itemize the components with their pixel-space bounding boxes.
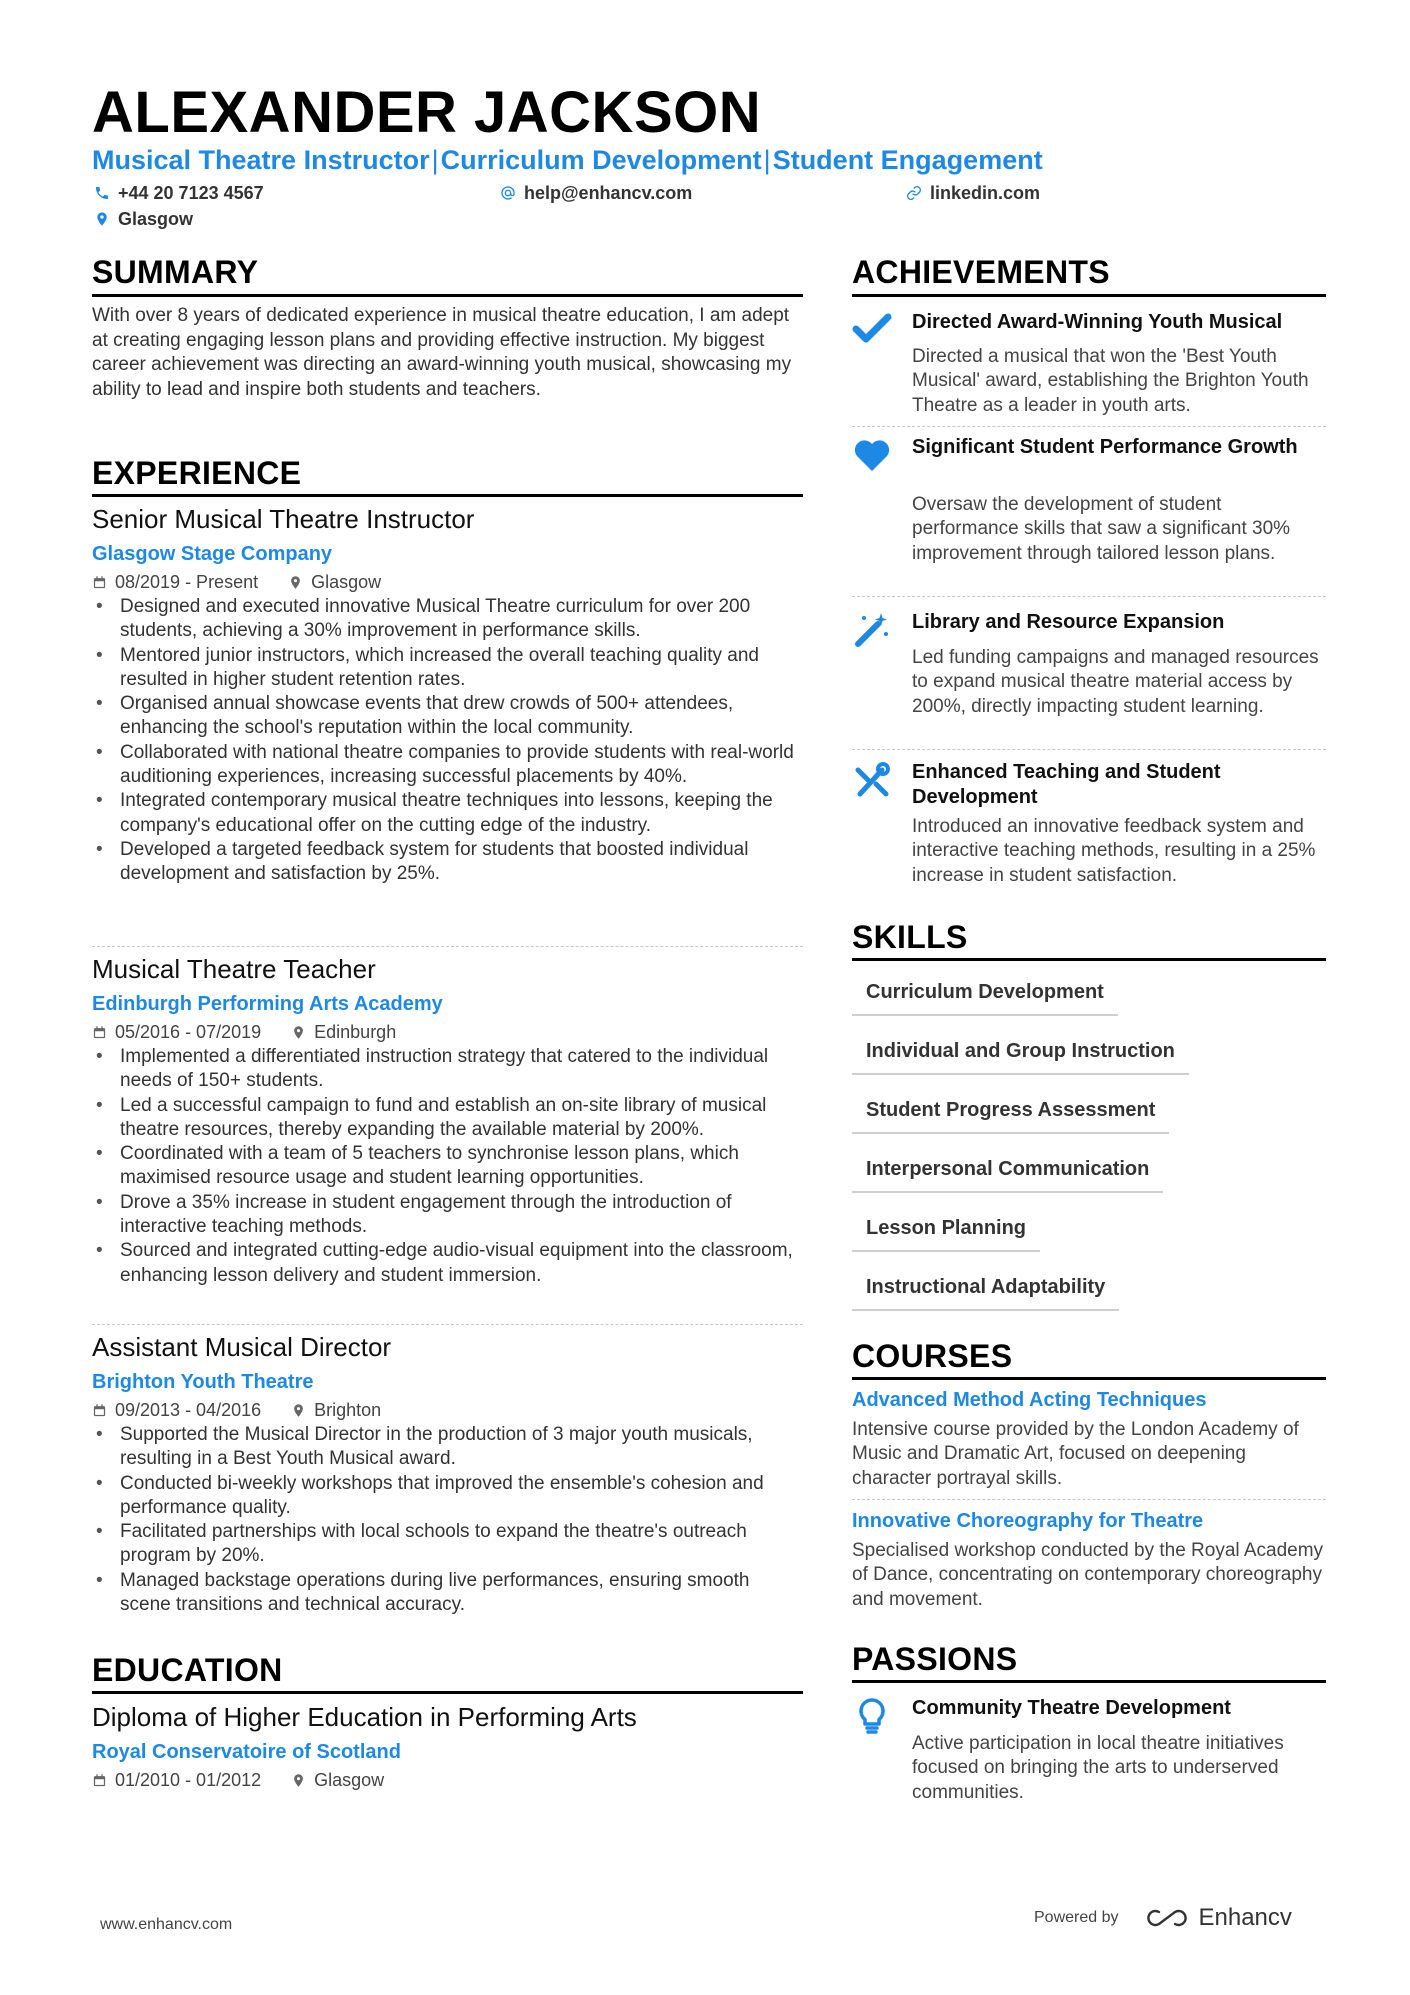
bullet-item: • Designed and executed innovative Musical Theatre curriculum for over 200 students, achieving a 30% improvement in performance skills.	[92, 595, 802, 644]
entry-divider	[92, 946, 803, 947]
entry-divider	[852, 426, 1326, 427]
powered-by-label: Powered by	[1034, 1909, 1119, 1926]
skill-tag: Individual and Group Instruction	[852, 1039, 1189, 1075]
achievements-heading: ACHIEVEMENTS	[852, 254, 1110, 290]
passions-heading: PASSIONS	[852, 1641, 1018, 1677]
contact-email[interactable]	[500, 182, 692, 204]
education-dates-text: 01/2010 - 01/2012	[115, 1770, 262, 1790]
school-name: Royal Conservatoire of Scotland	[92, 1741, 401, 1763]
bullet-item: • Integrated contemporary musical theatre techniques into lessons, keeping the company's educational offer on the cutting edge of the industry.	[92, 789, 802, 838]
email-address: help@enhancv.com	[524, 183, 693, 203]
bullet-item: • Conducted bi-weekly workshops that improved the ensemble's cohesion and performance quality.	[92, 1472, 802, 1521]
education-meta	[92, 1769, 802, 1791]
section-rule	[92, 294, 803, 297]
achievement-item	[852, 610, 1326, 750]
experience-entry	[92, 953, 802, 1288]
link-icon	[906, 185, 922, 201]
experience-heading: EXPERIENCE	[92, 455, 302, 491]
company-name: Glasgow Stage Company	[92, 543, 333, 565]
phone-number: +44 20 7123 4567	[118, 183, 264, 203]
bullet-item: • Supported the Musical Director in the production of 3 major youth musicals, resulting in a Best Youth Musical award.	[92, 1423, 802, 1472]
achievement-description: Directed a musical that won the 'Best Youth Musical' award, establishing the Brighton Youth Theatre as a leader in youth arts.	[912, 346, 1309, 416]
location-pin-icon	[291, 1025, 306, 1040]
bullet-item: • Drove a 35% increase in student engagement through the introduction of interactive teaching methods.	[92, 1191, 802, 1240]
linkedin-url: linkedin.com	[930, 183, 1041, 203]
entry-divider	[852, 749, 1326, 750]
course-title: Advanced Method Acting Techniques	[852, 1389, 1207, 1411]
course-title: Innovative Choreography for Theatre	[852, 1510, 1204, 1532]
job-meta	[92, 1021, 802, 1043]
bullet-item: • Collaborated with national theatre companies to provide students with real-world auditioning experiences, increasing successful placements by 40%.	[92, 741, 802, 790]
job-title: Senior Musical Theatre Instructor	[92, 504, 475, 534]
job-dates-text: 05/2016 - 07/2019	[115, 1022, 262, 1042]
job-bullets	[92, 1045, 802, 1288]
achievement-title: Directed Award-Winning Youth Musical	[912, 311, 1283, 333]
summary-text: With over 8 years of dedicated experience in musical theatre education, I am adept at creating engaging lesson plans and providing effective instruction. My biggest career achievement was directing an award-winning youth musical, showcasing my ability to lead and inspire both students and teachers.	[92, 305, 792, 400]
contact-location	[94, 208, 193, 230]
footer-website[interactable]: www.enhancv.com	[100, 1916, 233, 1933]
brand-name: Enhancv	[1198, 1904, 1292, 1931]
skill-tag: Interpersonal Communication	[852, 1157, 1163, 1193]
job-location-text: Glasgow	[311, 572, 382, 592]
footer-branding	[1034, 1904, 1292, 1932]
check-icon	[852, 310, 892, 350]
tagline-separator: |	[763, 145, 771, 175]
section-rule	[852, 1377, 1326, 1380]
job-dates	[92, 571, 258, 593]
tools-icon	[852, 760, 892, 800]
achievement-title: Enhanced Teaching and Student Development	[912, 761, 1221, 808]
company-name: Brighton Youth Theatre	[92, 1371, 314, 1393]
bullet-item: • Sourced and integrated cutting-edge audio-visual equipment into the classroom, enhancing lesson delivery and student immersion.	[92, 1239, 802, 1288]
job-dates	[92, 1021, 261, 1043]
enhancv-logo-icon	[1145, 1906, 1191, 1930]
calendar-icon	[92, 1025, 107, 1040]
location-text: Glasgow	[118, 209, 194, 229]
location-pin-icon	[291, 1403, 306, 1418]
entry-divider	[92, 1324, 803, 1325]
company-name: Edinburgh Performing Arts Academy	[92, 993, 443, 1015]
course-description: Intensive course provided by the London Academy of Music and Dramatic Art, focused on deepening character portrayal skills.	[852, 1419, 1299, 1489]
achievement-title: Library and Resource Expansion	[912, 611, 1225, 633]
calendar-icon	[92, 575, 107, 590]
tagline-focus-1: Curriculum Development	[440, 145, 762, 175]
section-rule	[92, 494, 803, 497]
bullet-item: • Facilitated partnerships with local schools to expand the theatre's outreach program by 20%.	[92, 1520, 802, 1569]
calendar-icon	[92, 1773, 107, 1788]
achievement-item	[852, 760, 1326, 900]
education-location-text: Glasgow	[314, 1770, 385, 1790]
skill-tag: Instructional Adaptability	[852, 1275, 1119, 1311]
summary-heading: SUMMARY	[92, 254, 259, 290]
job-meta	[92, 571, 802, 593]
bullet-item: • Coordinated with a team of 5 teachers to synchronise lesson plans, which maximised resource usage and student learning opportunities.	[92, 1142, 802, 1191]
course-description: Specialised workshop conducted by the Royal Academy of Dance, concentrating on contemporary choreography and movement.	[852, 1540, 1324, 1610]
job-meta	[92, 1399, 802, 1421]
job-dates	[92, 1399, 261, 1421]
tagline-separator: |	[431, 145, 439, 175]
phone-icon	[94, 185, 110, 201]
at-icon	[500, 185, 516, 201]
section-rule	[852, 294, 1326, 297]
job-location-text: Brighton	[314, 1400, 382, 1420]
tagline	[92, 143, 1043, 177]
bullet-item: • Led a successful campaign to fund and establish an on-site library of musical theatre resources, thereby expanding the available material by 200%.	[92, 1094, 802, 1143]
bullet-item: • Organised annual showcase events that drew crowds of 500+ attendees, enhancing the school's reputation within the local community.	[92, 692, 802, 741]
contact-phone[interactable]	[94, 182, 264, 204]
achievement-description: Led funding campaigns and managed resources to expand musical theatre material access by 200%, directly impacting student learning.	[912, 647, 1319, 717]
location-pin-icon	[94, 211, 110, 227]
bullet-item: • Developed a targeted feedback system for students that boosted individual development and satisfaction by 25%.	[92, 838, 802, 887]
courses-heading: COURSES	[852, 1338, 1013, 1374]
skill-tag: Curriculum Development	[852, 980, 1118, 1016]
contact-linkedin[interactable]	[906, 182, 1040, 204]
passion-item	[852, 1696, 1326, 1806]
skill-tag: Student Progress Assessment	[852, 1098, 1169, 1134]
location-pin-icon	[288, 575, 303, 590]
job-location	[291, 1399, 381, 1421]
entry-divider	[852, 1499, 1326, 1500]
education-location	[291, 1769, 384, 1791]
skills-heading: SKILLS	[852, 919, 968, 955]
location-pin-icon	[291, 1773, 306, 1788]
tagline-role: Musical Theatre Instructor	[92, 145, 430, 175]
degree-title: Diploma of Higher Education in Performing Arts	[92, 1702, 637, 1732]
job-bullets	[92, 1423, 802, 1617]
section-rule	[852, 958, 1326, 961]
skill-tag: Lesson Planning	[852, 1216, 1040, 1252]
heart-icon	[852, 435, 892, 475]
education-entry	[92, 1701, 802, 1791]
magic-wand-icon	[852, 610, 892, 650]
passion-description: Active participation in local theatre initiatives focused on bringing the arts to underserved communities.	[912, 1733, 1284, 1803]
job-location-text: Edinburgh	[314, 1022, 397, 1042]
passion-title: Community Theatre Development	[912, 1697, 1231, 1719]
job-location	[291, 1021, 396, 1043]
bullet-item: • Implemented a differentiated instruction strategy that catered to the individual needs of 150+ students.	[92, 1045, 802, 1094]
achievement-description: Introduced an innovative feedback system and interactive teaching methods, resulting in a 25% increase in student satisfaction.	[912, 816, 1316, 886]
achievement-description: Oversaw the development of student performance skills that saw a significant 30% improvement through tailored lesson plans.	[912, 494, 1291, 564]
calendar-icon	[92, 1403, 107, 1418]
education-dates	[92, 1769, 261, 1791]
education-heading: EDUCATION	[92, 1652, 283, 1688]
job-bullets	[92, 595, 802, 887]
achievement-item	[852, 310, 1326, 420]
achievement-item	[852, 435, 1326, 595]
candidate-name: ALEXANDER JACKSON	[92, 80, 762, 145]
section-rule	[852, 1680, 1326, 1683]
entry-divider	[852, 596, 1326, 597]
lightbulb-icon	[852, 1696, 892, 1736]
job-title: Musical Theatre Teacher	[92, 954, 376, 984]
bullet-item: • Managed backstage operations during live performances, ensuring smooth scene transitions and technical accuracy.	[92, 1569, 802, 1618]
bullet-item: • Mentored junior instructors, which increased the overall teaching quality and resulted in higher student retention rates.	[92, 644, 802, 693]
brand-logo[interactable]	[1145, 1904, 1292, 1932]
job-location	[288, 571, 381, 593]
experience-entry	[92, 503, 802, 887]
section-rule	[92, 1691, 803, 1694]
job-title: Assistant Musical Director	[92, 1332, 392, 1362]
experience-entry	[92, 1331, 802, 1617]
job-dates-text: 08/2019 - Present	[115, 572, 259, 592]
tagline-focus-2: Student Engagement	[772, 145, 1043, 175]
job-dates-text: 09/2013 - 04/2016	[115, 1400, 262, 1420]
achievement-title: Significant Student Performance Growth	[912, 436, 1298, 458]
